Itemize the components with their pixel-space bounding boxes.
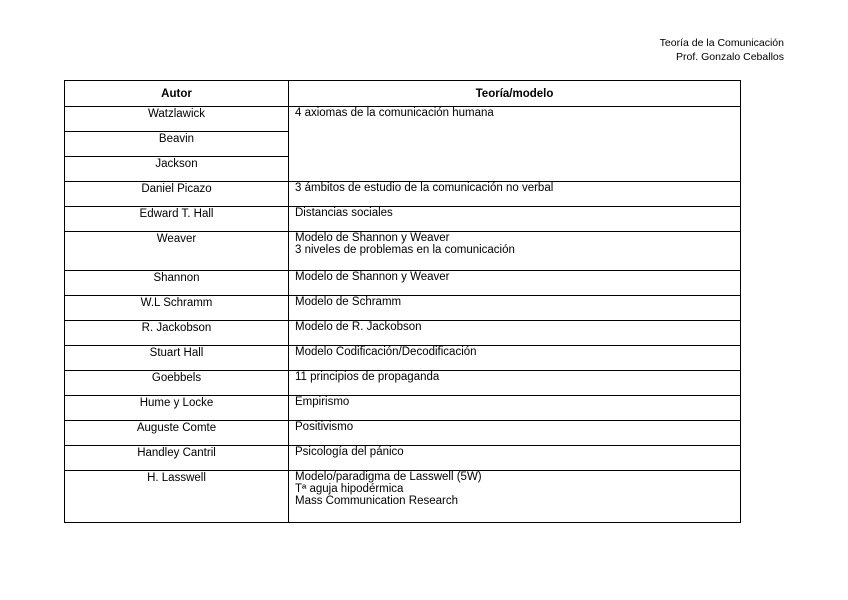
theory-cell bbox=[289, 346, 741, 371]
table-row bbox=[65, 346, 741, 371]
table-row bbox=[65, 421, 741, 446]
table-header-row bbox=[65, 81, 741, 107]
theory-cell bbox=[289, 321, 741, 346]
theory-line: Modelo de Schramm bbox=[295, 296, 402, 308]
theory-cell bbox=[289, 271, 741, 296]
course-title: Teoría de la Comunicación bbox=[659, 37, 784, 49]
table-row bbox=[65, 471, 741, 523]
theory-line: Distancias sociales bbox=[295, 207, 393, 219]
theory-cell bbox=[289, 182, 741, 207]
page-header bbox=[660, 36, 784, 64]
theory-line: Psicología del pánico bbox=[295, 446, 404, 458]
table-row bbox=[65, 107, 741, 132]
author-cell: Handley Cantril bbox=[65, 446, 289, 471]
theory-line: 3 ámbitos de estudio de la comunicación no verbal bbox=[295, 182, 554, 194]
author-cell: Weaver bbox=[65, 232, 289, 271]
theory-line: Modelo de Shannon y Weaver bbox=[295, 271, 450, 283]
theory-line: Modelo de R. Jackobson bbox=[295, 321, 422, 333]
author-cell: Daniel Picazo bbox=[65, 182, 289, 207]
theory-cell bbox=[289, 207, 741, 232]
theory-cell bbox=[289, 232, 741, 271]
theory-cell bbox=[289, 396, 741, 421]
table-row bbox=[65, 271, 741, 296]
table-row bbox=[65, 321, 741, 346]
theory-line: Mass Communication Research bbox=[295, 495, 458, 507]
theory-line: Modelo Codificación/Decodificación bbox=[295, 346, 477, 358]
theory-cell bbox=[289, 446, 741, 471]
column-header-author: Autor bbox=[65, 81, 289, 107]
theory-line: 3 niveles de problemas en la comunicación bbox=[295, 244, 515, 256]
author-cell: Shannon bbox=[65, 271, 289, 296]
author-cell: H. Lasswell bbox=[65, 471, 289, 523]
table-row bbox=[65, 182, 741, 207]
author-cell: Beavin bbox=[65, 132, 289, 157]
author-cell: Edward T. Hall bbox=[65, 207, 289, 232]
author-cell: R. Jackobson bbox=[65, 321, 289, 346]
authors-table bbox=[64, 80, 741, 523]
table-row bbox=[65, 371, 741, 396]
theory-line: Modelo de Shannon y Weaver bbox=[295, 232, 450, 244]
author-cell: Watzlawick bbox=[65, 107, 289, 132]
table-row bbox=[65, 396, 741, 421]
theory-line: Modelo/paradigma de Lasswell (5W) bbox=[295, 471, 482, 483]
professor-name: Prof. Gonzalo Ceballos bbox=[676, 51, 784, 63]
theory-line: Tª aguja hipodérmica bbox=[295, 483, 404, 495]
theory-cell bbox=[289, 107, 741, 182]
theory-line: Positivismo bbox=[295, 421, 354, 433]
table-row bbox=[65, 232, 741, 271]
table-row bbox=[65, 446, 741, 471]
author-cell: Goebbels bbox=[65, 371, 289, 396]
author-cell: Hume y Locke bbox=[65, 396, 289, 421]
theory-cell bbox=[289, 371, 741, 396]
table-row bbox=[65, 207, 741, 232]
author-cell: Auguste Comte bbox=[65, 421, 289, 446]
author-cell: W.L Schramm bbox=[65, 296, 289, 321]
theory-cell bbox=[289, 296, 741, 321]
column-header-theory: Teoría/modelo bbox=[289, 81, 741, 107]
theory-cell bbox=[289, 471, 741, 523]
table-row bbox=[65, 296, 741, 321]
author-cell: Stuart Hall bbox=[65, 346, 289, 371]
theory-line: 4 axiomas de la comunicación humana bbox=[295, 107, 494, 119]
theory-line: Empirismo bbox=[295, 396, 350, 408]
author-cell: Jackson bbox=[65, 157, 289, 182]
theory-cell bbox=[289, 421, 741, 446]
theory-line: 11 principios de propaganda bbox=[295, 371, 440, 383]
